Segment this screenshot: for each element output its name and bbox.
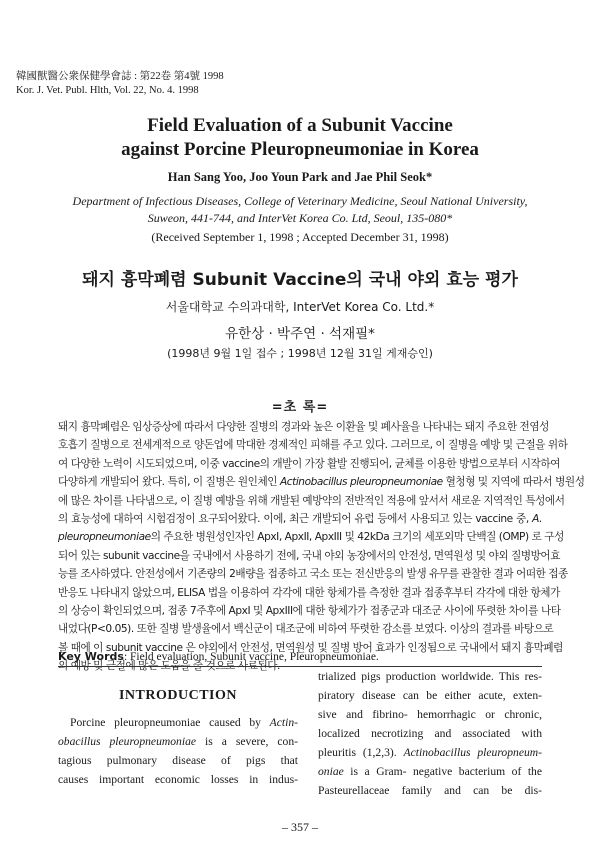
body-line: Porcine pleuropneumoniae caused by Actin- <box>70 716 298 729</box>
body-line: tagious pulmonary disease of pigs that <box>58 754 298 767</box>
abstract-line: pleuropneumoniae의 주요한 병원성인자인 ApxI, ApxII, ApxIII 및 42kDa 크기의 세포외막 단백질 (OMP) 로 구성 <box>58 531 564 544</box>
keywords <box>58 650 542 663</box>
affiliation-korean: 서울대학교 수의과대학, InterVet Korea Co. Ltd.* <box>165 300 435 314</box>
introduction-right-column <box>318 667 542 800</box>
paper-title-line-1: Field Evaluation of a Subunit Vaccine <box>147 115 453 136</box>
abstract-line: 여 다양한 노력이 시도되었으며, 이중 vaccine의 개발이 가장 활발 진행되어, 균체를 이용한 방법으로부터 시작하여 <box>58 457 560 470</box>
journal-header-korean: 韓國獸醫公衆保健學會誌 : 第22卷 第4號 1998 <box>16 71 224 82</box>
abstract-line: 다양하게 개발되어 왔다. 특히, 이 질병은 원인체인 Actinobacillus pleuropneumoniae 혈청형 및 지역에 따라서 병원성 <box>58 476 585 489</box>
abstract-line: 능를 조사하였다. 안전성에서 기존량의 2배량을 접종하고 국소 또는 전신반응의 발생 유무를 관찰한 결과 어떠한 접종 <box>58 568 568 581</box>
affiliation-english-line-2: Suweon, 441-744, and InterVet Korea Co. Ltd, Seoul, 135-080* <box>147 211 453 225</box>
introduction-heading: INTRODUCTION <box>118 688 237 703</box>
authors-korean: 유한상 · 박주연 · 석재필* <box>225 326 375 342</box>
body-line: sive and fibrino- hemorrhagic or chronic, <box>318 708 542 721</box>
page-number: – 357 – <box>282 820 318 834</box>
abstract-line: 의 효능성에 대하여 시험검정이 요구되어왔다. 이에, 최근 개발되어 유럽 등에서 사용되고 있는 vaccine 중, A. <box>58 513 542 526</box>
paper-title-line-2: against Porcine Pleuropneumoniae in Korea <box>121 139 479 160</box>
abstract-line: 의 상승이 확인되었으며, 접종 7주후에 ApxI 및 ApxIII에 대한 항체가가 접종군과 대조군 사이에 뚜렷한 차이를 나타 <box>58 605 561 618</box>
body-line: pleuritis (1,2,3). Actinobacillus pleuropneum- <box>318 746 542 759</box>
abstract-line: 의 예방 및 근절에 많은 도움을 줄 것으로 사료된다. <box>58 660 280 673</box>
abstract-body <box>58 418 585 676</box>
affiliation-english <box>20 193 580 227</box>
abstract-line: 돼지 흉막폐렴은 임상증상에 따라서 다양한 질병의 경과와 높은 이환율 및 폐사율을 나타내는 돼지 주요한 전염성 <box>58 421 549 433</box>
body-line: causes important economic losses in indus- <box>58 773 298 786</box>
abstract-line: 볼 때에 이 subunit vaccine 은 야외에서 안전성, 면역원성 및 질병 방어 효과가 인정됨으로 국내에서 돼지 흉막폐렴 <box>58 641 563 654</box>
abstract-line: 호흡기 질병으로 전세계적으로 양돈업에 막대한 경제적인 피해를 주고 있다. 그러므로, 이 질병을 예방 및 근절을 위하 <box>58 439 568 452</box>
journal-header <box>16 70 224 98</box>
keywords-label: Key Words <box>58 650 124 663</box>
affiliation-english-line-1: Department of Infectious Diseases, College of Veterinary Medicine, Seoul National University, <box>72 194 528 208</box>
body-line: Pasteurellaceae family and can be dis- <box>318 784 542 797</box>
body-line: oniae is a Gram- negative bacterium of the <box>318 765 542 778</box>
abstract-heading: =초 록= <box>271 400 329 415</box>
body-line: piratory disease can be either acute, exten- <box>318 689 542 702</box>
abstract-line: 되어 있는 subunit vaccine을 국내에서 사용하기 전에, 국내 야외 농장에서의 안전성, 면역원성 및 야외 질병방어효 <box>58 549 561 562</box>
abstract-line: 반응도 나타내지 않았으며, ELISA 법을 이용하여 각각에 대한 항체가를 측정한 결과 접종후부터 각각에 대한 항체가 <box>58 586 560 599</box>
body-line: localized necrotizing and associated with <box>318 727 542 740</box>
paper-title <box>0 114 600 162</box>
introduction-left-column <box>58 713 298 789</box>
authors-english: Han Sang Yoo, Joo Youn Park and Jae Phil Seok* <box>167 170 433 184</box>
abstract-line: 내었다(P<0.05). 또한 질병 발생율에서 백신군이 대조군에 비하여 뚜렷한 감소를 보였다. 이상의 결과를 바탕으로 <box>58 623 554 636</box>
journal-header-english: Kor. J. Vet. Publ. Hlth, Vol. 22, No. 4. 1998 <box>16 85 199 96</box>
body-line: obacillus pleuropneumoniae is a severe, con- <box>58 735 298 748</box>
abstract-line: 에 많은 차이를 나타냄으로, 이 질병 예방을 위해 개발된 예방약의 전반적인 적용에 앞서서 새로운 지역적인 특성에서 <box>58 494 565 507</box>
body-line: trialized pigs production worldwide. This res- <box>318 670 542 683</box>
received-date-english: (Received September 1, 1998 ; Accepted December 31, 1998) <box>151 230 449 244</box>
keywords-text: : Field evaluation, Subunit vaccine, Pleuropneumoniae. <box>123 651 379 663</box>
received-date-korean: (1998년 9월 1일 접수 ; 1998년 12월 31일 게재승인) <box>167 347 433 360</box>
paper-title-korean: 돼지 흉막폐렴 Subunit Vaccine의 국내 야외 효능 평가 <box>82 270 518 290</box>
